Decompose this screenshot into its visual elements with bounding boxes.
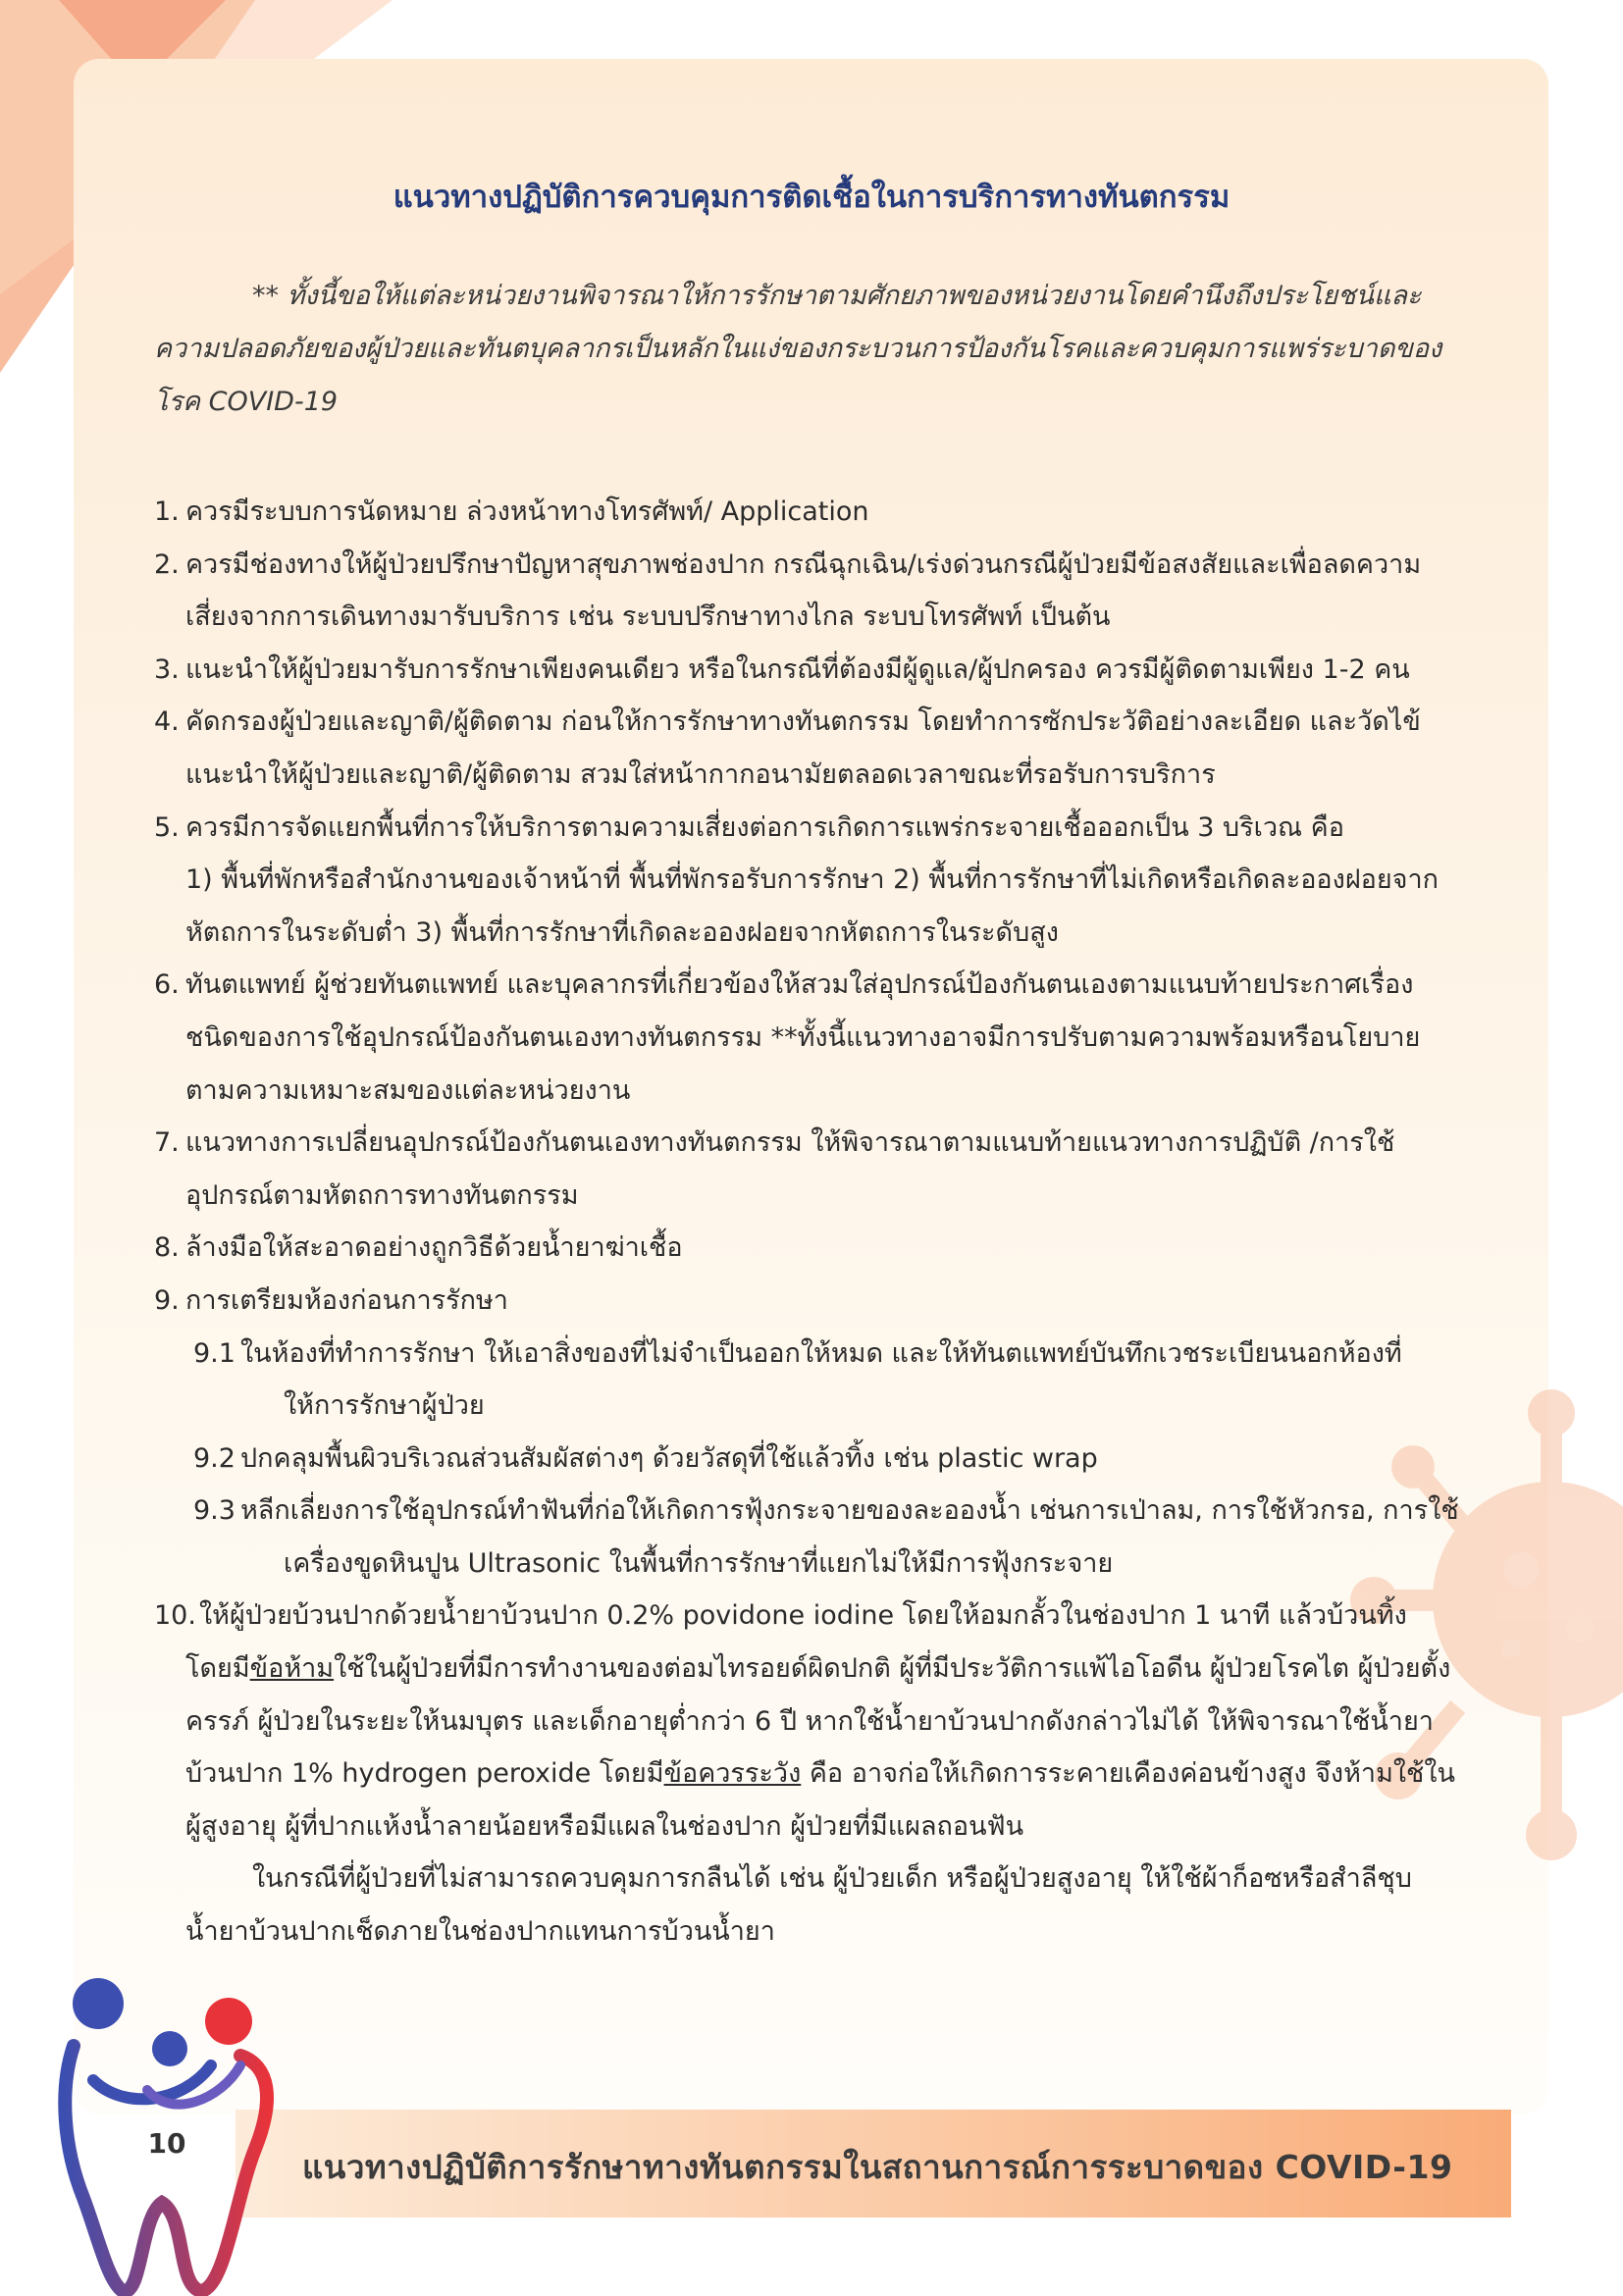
item-number: 9.2 (193, 1442, 236, 1474)
list-item (154, 1590, 1479, 1643)
intro-note (154, 270, 1469, 429)
paragraph-text: น้ำยาบ้วนปากเช็ดภายในช่องปากแทนการบ้วนน้ำยา (185, 1916, 775, 1948)
intro-line: โรค COVID-19 (154, 387, 339, 417)
item-text: 1) พื้นที่พักหรือสำนักงานของเจ้าหน้าที่ พื้นที่พักรอรับการรักษา 2) พื้นที่การรักษาที่ไม่เกิดหรือเกิดละอองฝอยจาก (185, 864, 1440, 896)
item-text: เสี่ยงจากการเดินทางมารับบริการ เช่น ระบบปรึกษาทางไกล ระบบโทรศัพท์ เป็นต้น (185, 601, 1111, 633)
item-text: ผู้สูงอายุ ผู้ที่ปากแห้งน้ำลายน้อยหรือมีแผลในช่องปาก ผู้ป่วยที่มีแผลถอนฟัน (185, 1810, 1024, 1842)
item-text: แนะนำให้ผู้ป่วยมารับการรักษาเพียงคนเดียว หรือในกรณีที่ต้องมีผู้ดูแล/ผู้ปกครอง ควรมีผู้ติดตามเพียง 1-2 คน (185, 653, 1410, 685)
item-text: ให้ผู้ป่วยบ้วนปากด้วยน้ำยาบ้วนปาก 0.2% povidone iodine โดยให้อมกลั้วในช่องปาก 1 นาที แล้วบ้วนทิ้ง (199, 1600, 1407, 1632)
list-item (154, 539, 1479, 644)
item-number: 10. (154, 1600, 196, 1632)
list-item (154, 959, 1479, 1117)
item-text: ตามความเหมาะสมของแต่ละหน่วยงาน (185, 1074, 631, 1106)
item-text (154, 1643, 1479, 1696)
item-number: 4. (154, 706, 180, 738)
item-text: ล้างมือให้สะอาดอย่างถูกวิธีด้วยน้ำยาฆ่าเชื้อ (185, 1232, 683, 1264)
item-text: ควรมีระบบการนัดหมาย ล่วงหน้าทางโทรศัพท์/ Application (185, 496, 869, 527)
item-number: 1. (154, 496, 180, 527)
item-text: ควรมีช่องทางให้ผู้ป่วยปรึกษาปัญหาสุขภาพช่องปาก กรณีฉุกเฉิน/เร่งด่วนกรณีผู้ป่วยมีข้อสงสัยและเพื่อลดความ (185, 548, 1422, 580)
page-title: แนวทางปฏิบัติการควบคุมการติดเชื้อในการบริการทางทันตกรรม (393, 180, 1230, 215)
item-text: ในห้องที่ทำการรักษา ให้เอาสิ่งของที่ไม่จำเป็นออกให้หมด และให้ทันตแพทย์บันทึกเวชระเบียนนอกห้องที่ (240, 1337, 1402, 1369)
item-text: เครื่องขูดหินปูน Ultrasonic ในพื้นที่การรักษาที่แยกไม่ให้มีการฟุ้งกระจาย (284, 1547, 1114, 1579)
guideline-list (154, 486, 1479, 1958)
underlined-text: ข้อควรระวัง (663, 1758, 802, 1790)
item-number: 8. (154, 1232, 180, 1264)
item-text: ปกคลุมพื้นผิวบริเวณส่วนสัมผัสต่างๆ ด้วยวัสดุที่ใช้แล้วทิ้ง เช่น plastic wrap (240, 1442, 1098, 1474)
intro-line: ความปลอดภัยของผู้ป่วยและทันตบุคลากรเป็นหลักในแง่ของกระบวนการป้องกันโรคและควบคุมการแพร่ระบาดของ (154, 334, 1442, 364)
item-text: การเตรียมห้องก่อนการรักษา (185, 1284, 508, 1316)
item-text: อุปกรณ์ตามหัตถการทางทันตกรรม (185, 1179, 579, 1211)
list-item (154, 1222, 1479, 1275)
text-span: บ้วนปาก 1% hydrogen peroxide โดยมี (185, 1758, 664, 1790)
paragraph-text: ในกรณีที่ผู้ป่วยที่ไม่สามารถควบคุมการกลืนได้ เช่น ผู้ป่วยเด็ก หรือผู้ป่วยสูงอายุ ให้ใช้ผ้าก็อซหรือสำลีชุบ (252, 1863, 1412, 1895)
sub-list-item (154, 1485, 1479, 1590)
item-text: หลีกเลี่ยงการใช้อุปกรณ์ทำฟันที่ก่อให้เกิดการฟุ้งกระจายของละอองน้ำ เช่นการเป่าลม, การใช้หัวกรอ, การใช้ (240, 1495, 1459, 1527)
item-number: 9.1 (193, 1337, 236, 1369)
text-span: คือ อาจก่อให้เกิดการระคายเคืองค่อนข้างสูง จึงห้ามใช้ใน (801, 1758, 1456, 1790)
underlined-text: ข้อห้าม (249, 1653, 335, 1685)
sub-list-item (154, 1328, 1479, 1433)
item-number: 3. (154, 653, 180, 685)
item-text: หัตถการในระดับต่ำ 3) พื้นที่การรักษาที่เกิดละอองฝอยจากหัตถการในระดับสูง (185, 916, 1059, 948)
item-number: 2. (154, 548, 180, 580)
intro-line: ** ทั้งนี้ขอให้แต่ละหน่วยงานพิจารณาให้การรักษาตามศักยภาพของหน่วยงานโดยคำนึงถึงประโยชน์และ (252, 281, 1422, 311)
list-item (154, 644, 1479, 697)
text-span: ใช้ในผู้ป่วยที่มีการทำงานของต่อมไทรอยด์ผิดปกติ ผู้ที่มีประวัติการแพ้ไอโอดีน ผู้ป่วยโรคไต ผู้ป่วยตั้ง (334, 1653, 1451, 1685)
item-number: 5. (154, 811, 180, 843)
item-text (154, 1748, 1479, 1800)
list-item (154, 696, 1479, 801)
text-span: โดยมี (185, 1653, 250, 1685)
item-number: 6. (154, 969, 180, 1001)
item-number: 7. (154, 1127, 180, 1159)
footer-title: แนวทางปฏิบัติการรักษาทางทันตกรรมในสถานการณ์การระบาดของ COVID-19 (302, 2148, 1453, 2186)
list-item (154, 1117, 1479, 1222)
item-text: คัดกรองผู้ป่วยและญาติ/ผู้ติดตาม ก่อนให้การรักษาทางทันตกรรม โดยทำการซักประวัติอย่างละเอียด และวัดไข้ (185, 706, 1421, 738)
item-text: ชนิดของการใช้อุปกรณ์ป้องกันตนเองทางทันตกรรม **ทั้งนี้แนวทางอาจมีการปรับตามความพร้อมหรือนโยบาย (185, 1021, 1421, 1053)
sub-list-item (154, 1433, 1479, 1486)
list-item (154, 802, 1479, 960)
list-item (154, 486, 1479, 539)
page-number: 10 (147, 2127, 186, 2160)
item-text: ทันตแพทย์ ผู้ช่วยทันตแพทย์ และบุคลากรที่เกี่ยวข้องให้สวมใส่อุปกรณ์ป้องกันตนเองตามแนบท้ายประกาศเรื่อง (185, 969, 1414, 1001)
item-text: ครรภ์ ผู้ป่วยในระยะให้นมบุตร และเด็กอายุต่ำกว่า 6 ปี หากใช้น้ำยาบ้วนปากดังกล่าวไม่ได้ ให้พิจารณาใช้น้ำยา (185, 1705, 1434, 1737)
item-number: 9.3 (193, 1495, 236, 1527)
item-text: แนะนำให้ผู้ป่วยและญาติ/ผู้ติดตาม สวมใส่หน้ากากอนามัยตลอดเวลาขณะที่รอรับการบริการ (185, 758, 1216, 790)
item-text: ควรมีการจัดแยกพื้นที่การให้บริการตามความเสี่ยงต่อการเกิดการแพร่กระจายเชื้อออกเป็น 3 บริเวณ คือ (185, 811, 1344, 843)
item-text: ให้การรักษาผู้ป่วย (284, 1390, 485, 1422)
list-item (154, 1275, 1479, 1328)
item-text: แนวทางการเปลี่ยนอุปกรณ์ป้องกันตนเองทางทันตกรรม ให้พิจารณาตามแนบท้ายแนวทางการปฏิบัติ /การใช้ (185, 1127, 1395, 1159)
item-number: 9. (154, 1284, 180, 1316)
